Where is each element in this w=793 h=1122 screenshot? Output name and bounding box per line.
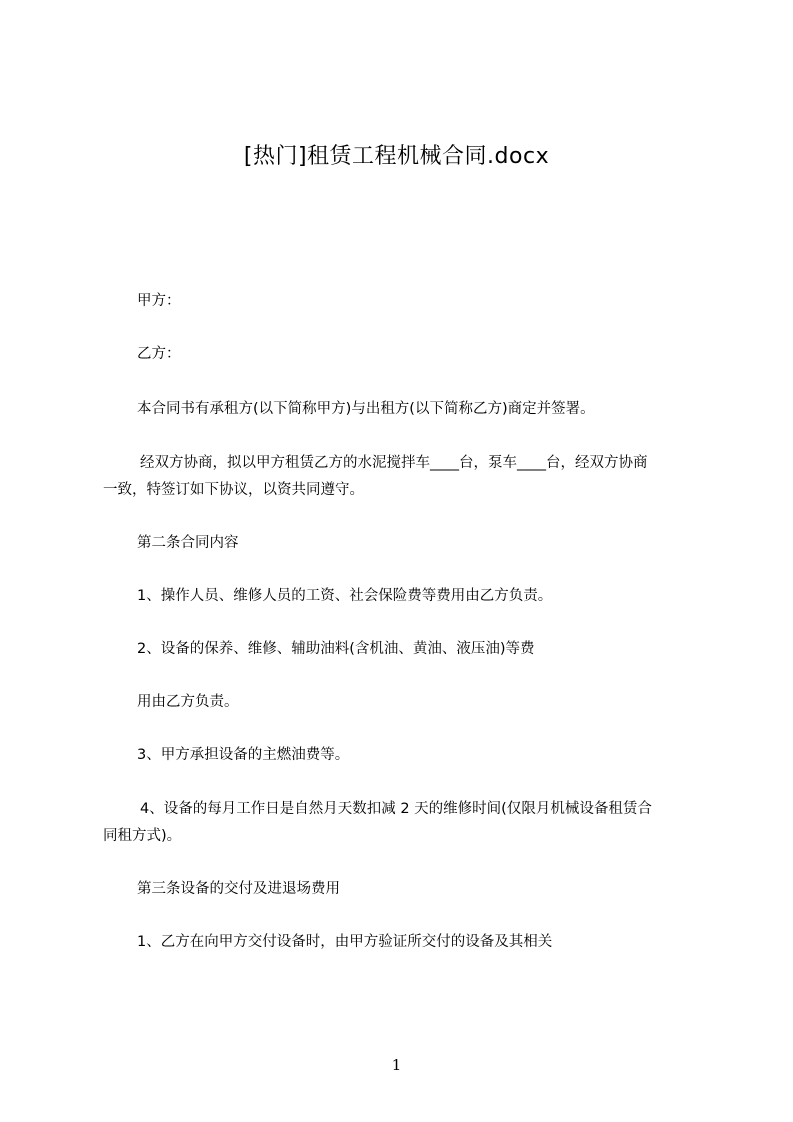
clause-2-3-text: 3、甲方承担设备的主燃油费等。 xyxy=(137,747,350,763)
party-b-line xyxy=(103,340,703,368)
section-heading-article-3 xyxy=(103,875,703,903)
clause-2-1 xyxy=(103,582,703,610)
party-b-text: 乙方： xyxy=(137,346,181,362)
agreement-paragraph-line-2 xyxy=(103,476,703,504)
clause-2-2-line-2 xyxy=(103,688,703,716)
clause-2-3 xyxy=(103,741,703,769)
agreement-text-2: 一致，特签订如下协议，以资共同遵守。 xyxy=(103,482,364,498)
document-title: [热门]租赁工程机械合同.docx xyxy=(243,144,550,169)
section-heading-article-2 xyxy=(103,529,703,557)
clause-2-4-line-2 xyxy=(103,822,703,850)
clause-2-4-line-1 xyxy=(103,795,703,823)
clause-3-1-text: 1、乙方在向甲方交付设备时，由甲方验证所交付的设备及其相关 xyxy=(137,934,553,950)
section-heading-text-3: 第三条设备的交付及进退场费用 xyxy=(137,881,340,897)
preamble-text: 本合同书有承租方(以下简称甲方)与出租方(以下简称乙方)商定并签署。 xyxy=(137,401,595,417)
party-a-line xyxy=(103,287,703,315)
page-number: 1 xyxy=(391,1056,402,1074)
clause-2-1-text: 1、操作人员、维修人员的工资、社会保险费等费用由乙方负责。 xyxy=(137,588,553,604)
agreement-text-1: 经双方协商，拟以甲方租赁乙方的水泥搅拌车____台，泵车____台，经双方协商 xyxy=(140,455,648,471)
preamble-paragraph xyxy=(103,395,703,423)
section-heading-text-2: 第二条合同内容 xyxy=(137,535,239,551)
clause-3-1 xyxy=(103,928,703,956)
party-a-text: 甲方： xyxy=(137,293,181,309)
clause-2-2-text-2: 用由乙方负责。 xyxy=(137,694,239,710)
clause-2-4-text-1: 4、设备的每月工作日是自然月天数扣减 2 天的维修时间(仅限月机械设备租赁合 xyxy=(140,801,652,817)
clause-2-2-text-1: 2、设备的保养、维修、辅助油料(含机油、黄油、液压油)等费 xyxy=(137,641,535,657)
clause-2-2-line-1 xyxy=(103,635,703,663)
clause-2-4-text-2: 同租方式)。 xyxy=(103,828,182,844)
agreement-paragraph-line-1 xyxy=(103,449,703,477)
